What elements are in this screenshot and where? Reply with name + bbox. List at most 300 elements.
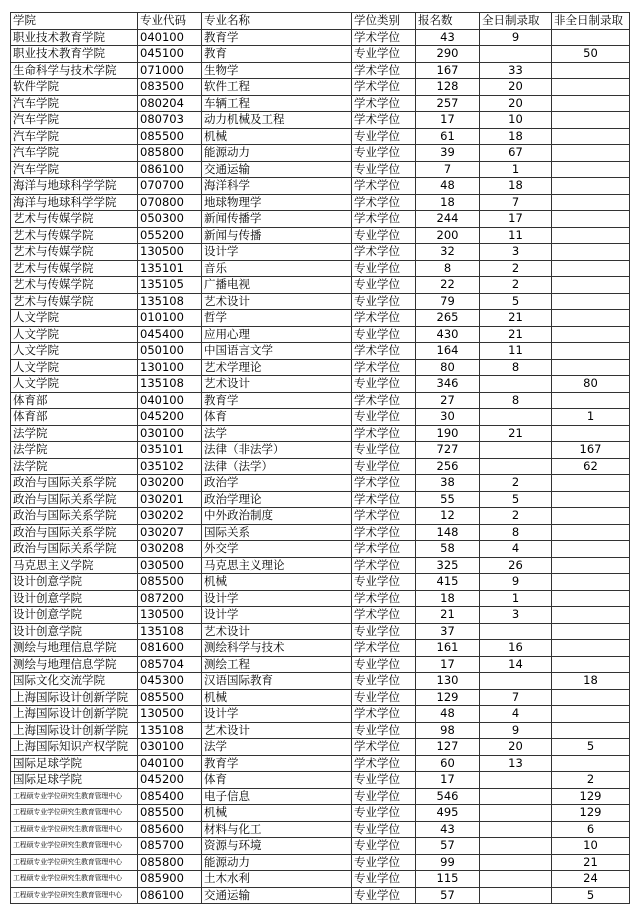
college-cell: 汽车学院 (11, 112, 138, 129)
applicants-cell: 32 (416, 244, 480, 261)
major-code-cell: 035101 (138, 442, 202, 459)
degree-type-cell: 专业学位 (352, 854, 416, 871)
applicants-cell: 17 (416, 112, 480, 129)
table-row (11, 425, 630, 442)
degree-type-cell: 专业学位 (352, 772, 416, 789)
major-code-cell: 045400 (138, 326, 202, 343)
table-row (11, 458, 630, 475)
fulltime-admitted-cell: 2 (480, 260, 552, 277)
applicants-cell: 57 (416, 887, 480, 904)
table-row (11, 607, 630, 624)
fulltime-admitted-cell (480, 458, 552, 475)
degree-type-cell: 专业学位 (352, 442, 416, 459)
fulltime-admitted-cell: 9 (480, 574, 552, 591)
parttime-admitted-cell: 129 (552, 805, 630, 822)
table-row (11, 79, 630, 96)
major-code-cell: 086100 (138, 161, 202, 178)
degree-type-cell: 专业学位 (352, 409, 416, 426)
fulltime-admitted-cell (480, 673, 552, 690)
table-row (11, 854, 630, 871)
degree-type-cell: 专业学位 (352, 293, 416, 310)
college-cell: 测绘与地理信息学院 (11, 640, 138, 657)
college-cell: 设计创意学院 (11, 574, 138, 591)
applicants-cell: 55 (416, 491, 480, 508)
college-cell: 汽车学院 (11, 95, 138, 112)
major-code-cell: 130500 (138, 607, 202, 624)
major-name-cell: 设计学 (202, 590, 352, 607)
table-row (11, 706, 630, 723)
table-row (11, 788, 630, 805)
major-code-cell: 040100 (138, 29, 202, 46)
fulltime-admitted-cell: 8 (480, 359, 552, 376)
applicants-cell: 325 (416, 557, 480, 574)
major-name-cell: 艺术设计 (202, 623, 352, 640)
college-cell: 马克思主义学院 (11, 557, 138, 574)
college-cell: 工程硕专业学位研究生教育管理中心 (11, 887, 138, 904)
major-code-cell: 030200 (138, 475, 202, 492)
major-code-cell: 040100 (138, 755, 202, 772)
header-major-code: 专业代码 (138, 13, 202, 30)
major-name-cell: 能源动力 (202, 145, 352, 162)
college-cell: 人文学院 (11, 326, 138, 343)
parttime-admitted-cell (552, 343, 630, 360)
major-name-cell: 地球物理学 (202, 194, 352, 211)
parttime-admitted-cell (552, 227, 630, 244)
parttime-admitted-cell: 5 (552, 887, 630, 904)
degree-type-cell: 学术学位 (352, 79, 416, 96)
degree-type-cell: 学术学位 (352, 112, 416, 129)
fulltime-admitted-cell: 18 (480, 128, 552, 145)
fulltime-admitted-cell: 18 (480, 178, 552, 195)
major-code-cell: 130500 (138, 244, 202, 261)
major-code-cell: 035102 (138, 458, 202, 475)
major-name-cell: 设计学 (202, 244, 352, 261)
table-row (11, 409, 630, 426)
table-row (11, 29, 630, 46)
header-parttime-admitted: 非全日制录取 (552, 13, 630, 30)
table-row (11, 623, 630, 640)
major-name-cell: 哲学 (202, 310, 352, 327)
applicants-cell: 60 (416, 755, 480, 772)
applicants-cell: 290 (416, 46, 480, 63)
college-cell: 政治与国际关系学院 (11, 491, 138, 508)
table-row (11, 211, 630, 228)
parttime-admitted-cell (552, 590, 630, 607)
table-row (11, 145, 630, 162)
table-row (11, 557, 630, 574)
major-code-cell: 030201 (138, 491, 202, 508)
major-code-cell: 135108 (138, 293, 202, 310)
major-code-cell: 085500 (138, 689, 202, 706)
fulltime-admitted-cell: 16 (480, 640, 552, 657)
college-cell: 生命科学与技术学院 (11, 62, 138, 79)
table-row (11, 821, 630, 838)
college-cell: 艺术与传媒学院 (11, 277, 138, 294)
parttime-admitted-cell (552, 326, 630, 343)
table-row (11, 590, 630, 607)
applicants-cell: 200 (416, 227, 480, 244)
major-name-cell: 材料与化工 (202, 821, 352, 838)
table-row (11, 442, 630, 459)
fulltime-admitted-cell: 20 (480, 95, 552, 112)
fulltime-admitted-cell (480, 805, 552, 822)
applicants-cell: 256 (416, 458, 480, 475)
major-code-cell: 085900 (138, 871, 202, 888)
parttime-admitted-cell (552, 244, 630, 261)
major-code-cell: 086100 (138, 887, 202, 904)
college-cell: 测绘与地理信息学院 (11, 656, 138, 673)
table-body (11, 29, 630, 904)
major-name-cell: 艺术学理论 (202, 359, 352, 376)
major-name-cell: 机械 (202, 128, 352, 145)
applicants-cell: 27 (416, 392, 480, 409)
applicants-cell: 161 (416, 640, 480, 657)
major-name-cell: 交通运输 (202, 887, 352, 904)
major-name-cell: 电子信息 (202, 788, 352, 805)
college-cell: 国际足球学院 (11, 772, 138, 789)
degree-type-cell: 学术学位 (352, 755, 416, 772)
major-name-cell: 交通运输 (202, 161, 352, 178)
applicants-cell: 98 (416, 722, 480, 739)
major-name-cell: 测绘科学与技术 (202, 640, 352, 657)
applicants-cell: 18 (416, 194, 480, 211)
parttime-admitted-cell (552, 293, 630, 310)
major-code-cell: 085500 (138, 574, 202, 591)
parttime-admitted-cell (552, 722, 630, 739)
college-cell: 人文学院 (11, 359, 138, 376)
table-row (11, 178, 630, 195)
degree-type-cell: 学术学位 (352, 244, 416, 261)
major-name-cell: 广播电视 (202, 277, 352, 294)
fulltime-admitted-cell (480, 788, 552, 805)
applicants-cell: 30 (416, 409, 480, 426)
degree-type-cell: 学术学位 (352, 508, 416, 525)
college-cell: 上海国际设计创新学院 (11, 706, 138, 723)
parttime-admitted-cell (552, 607, 630, 624)
major-name-cell: 资源与环境 (202, 838, 352, 855)
table-row (11, 656, 630, 673)
parttime-admitted-cell: 80 (552, 376, 630, 393)
major-code-cell: 081600 (138, 640, 202, 657)
fulltime-admitted-cell: 3 (480, 607, 552, 624)
parttime-admitted-cell (552, 310, 630, 327)
college-cell: 政治与国际关系学院 (11, 508, 138, 525)
degree-type-cell: 学术学位 (352, 557, 416, 574)
degree-type-cell: 专业学位 (352, 805, 416, 822)
parttime-admitted-cell: 1 (552, 409, 630, 426)
college-cell: 上海国际设计创新学院 (11, 722, 138, 739)
degree-type-cell: 学术学位 (352, 62, 416, 79)
college-cell: 政治与国际关系学院 (11, 524, 138, 541)
applicants-cell: 244 (416, 211, 480, 228)
applicants-cell: 190 (416, 425, 480, 442)
parttime-admitted-cell (552, 557, 630, 574)
parttime-admitted-cell (552, 475, 630, 492)
college-cell: 国际文化交流学院 (11, 673, 138, 690)
table-row (11, 62, 630, 79)
applicants-cell: 43 (416, 821, 480, 838)
parttime-admitted-cell (552, 689, 630, 706)
table-row (11, 689, 630, 706)
parttime-admitted-cell: 50 (552, 46, 630, 63)
degree-type-cell: 学术学位 (352, 359, 416, 376)
college-cell: 艺术与传媒学院 (11, 211, 138, 228)
degree-type-cell: 专业学位 (352, 722, 416, 739)
major-name-cell: 艺术设计 (202, 293, 352, 310)
applicants-cell: 8 (416, 260, 480, 277)
major-name-cell: 汉语国际教育 (202, 673, 352, 690)
parttime-admitted-cell: 129 (552, 788, 630, 805)
applicants-cell: 39 (416, 145, 480, 162)
table-row (11, 640, 630, 657)
parttime-admitted-cell: 6 (552, 821, 630, 838)
college-cell: 艺术与传媒学院 (11, 227, 138, 244)
admissions-table (10, 12, 630, 904)
major-name-cell: 艺术设计 (202, 722, 352, 739)
major-name-cell: 机械 (202, 574, 352, 591)
table-row (11, 491, 630, 508)
table-row (11, 475, 630, 492)
fulltime-admitted-cell: 8 (480, 524, 552, 541)
fulltime-admitted-cell (480, 409, 552, 426)
degree-type-cell: 学术学位 (352, 590, 416, 607)
parttime-admitted-cell (552, 508, 630, 525)
major-name-cell: 法律（法学） (202, 458, 352, 475)
major-code-cell: 045100 (138, 46, 202, 63)
major-name-cell: 测绘工程 (202, 656, 352, 673)
college-cell: 法学院 (11, 425, 138, 442)
degree-type-cell: 学术学位 (352, 310, 416, 327)
table-row (11, 46, 630, 63)
major-code-cell: 030208 (138, 541, 202, 558)
fulltime-admitted-cell: 11 (480, 227, 552, 244)
fulltime-admitted-cell: 13 (480, 755, 552, 772)
major-name-cell: 外交学 (202, 541, 352, 558)
college-cell: 政治与国际关系学院 (11, 475, 138, 492)
applicants-cell: 129 (416, 689, 480, 706)
major-code-cell: 085800 (138, 854, 202, 871)
major-name-cell: 体育 (202, 772, 352, 789)
major-name-cell: 中外政治制度 (202, 508, 352, 525)
applicants-cell: 22 (416, 277, 480, 294)
degree-type-cell: 学术学位 (352, 607, 416, 624)
major-code-cell: 130100 (138, 359, 202, 376)
major-name-cell: 能源动力 (202, 854, 352, 871)
college-cell: 人文学院 (11, 343, 138, 360)
applicants-cell: 17 (416, 656, 480, 673)
applicants-cell: 38 (416, 475, 480, 492)
college-cell: 工程硕专业学位研究生教育管理中心 (11, 838, 138, 855)
fulltime-admitted-cell: 4 (480, 541, 552, 558)
major-code-cell: 010100 (138, 310, 202, 327)
fulltime-admitted-cell: 11 (480, 343, 552, 360)
table-row (11, 310, 630, 327)
applicants-cell: 727 (416, 442, 480, 459)
fulltime-admitted-cell: 3 (480, 244, 552, 261)
parttime-admitted-cell: 167 (552, 442, 630, 459)
major-name-cell: 生物学 (202, 62, 352, 79)
parttime-admitted-cell (552, 29, 630, 46)
table-row (11, 673, 630, 690)
header-major-name: 专业名称 (202, 13, 352, 30)
parttime-admitted-cell (552, 706, 630, 723)
major-name-cell: 马克思主义理论 (202, 557, 352, 574)
college-cell: 艺术与传媒学院 (11, 293, 138, 310)
applicants-cell: 12 (416, 508, 480, 525)
major-name-cell: 政治学 (202, 475, 352, 492)
table-row (11, 805, 630, 822)
table-row (11, 161, 630, 178)
applicants-cell: 48 (416, 706, 480, 723)
major-name-cell: 机械 (202, 805, 352, 822)
parttime-admitted-cell (552, 640, 630, 657)
applicants-cell: 164 (416, 343, 480, 360)
major-code-cell: 030100 (138, 739, 202, 756)
table-row (11, 755, 630, 772)
table-row (11, 739, 630, 756)
degree-type-cell: 专业学位 (352, 838, 416, 855)
fulltime-admitted-cell: 10 (480, 112, 552, 129)
major-code-cell: 071000 (138, 62, 202, 79)
college-cell: 政治与国际关系学院 (11, 541, 138, 558)
applicants-cell: 21 (416, 607, 480, 624)
fulltime-admitted-cell: 1 (480, 590, 552, 607)
applicants-cell: 415 (416, 574, 480, 591)
parttime-admitted-cell (552, 392, 630, 409)
applicants-cell: 61 (416, 128, 480, 145)
college-cell: 职业技术教育学院 (11, 46, 138, 63)
college-cell: 职业技术教育学院 (11, 29, 138, 46)
college-cell: 海洋与地球科学学院 (11, 178, 138, 195)
degree-type-cell: 学术学位 (352, 524, 416, 541)
degree-type-cell: 学术学位 (352, 739, 416, 756)
applicants-cell: 37 (416, 623, 480, 640)
major-code-cell: 085800 (138, 145, 202, 162)
table-row (11, 359, 630, 376)
table-row (11, 128, 630, 145)
college-cell: 工程硕专业学位研究生教育管理中心 (11, 871, 138, 888)
major-name-cell: 软件工程 (202, 79, 352, 96)
applicants-cell: 127 (416, 739, 480, 756)
college-cell: 海洋与地球科学学院 (11, 194, 138, 211)
degree-type-cell: 学术学位 (352, 706, 416, 723)
table-row (11, 293, 630, 310)
fulltime-admitted-cell: 14 (480, 656, 552, 673)
major-code-cell: 030207 (138, 524, 202, 541)
parttime-admitted-cell: 5 (552, 739, 630, 756)
major-code-cell: 085600 (138, 821, 202, 838)
fulltime-admitted-cell: 2 (480, 508, 552, 525)
major-name-cell: 艺术设计 (202, 376, 352, 393)
fulltime-admitted-cell: 1 (480, 161, 552, 178)
college-cell: 艺术与传媒学院 (11, 244, 138, 261)
parttime-admitted-cell (552, 623, 630, 640)
major-code-cell: 045200 (138, 772, 202, 789)
major-code-cell: 130500 (138, 706, 202, 723)
fulltime-admitted-cell (480, 821, 552, 838)
major-code-cell: 030100 (138, 425, 202, 442)
parttime-admitted-cell: 62 (552, 458, 630, 475)
fulltime-admitted-cell (480, 623, 552, 640)
applicants-cell: 79 (416, 293, 480, 310)
table-row (11, 887, 630, 904)
fulltime-admitted-cell (480, 871, 552, 888)
major-code-cell: 030500 (138, 557, 202, 574)
applicants-cell: 80 (416, 359, 480, 376)
college-cell: 法学院 (11, 442, 138, 459)
fulltime-admitted-cell: 7 (480, 689, 552, 706)
table-row (11, 260, 630, 277)
header-degree-type: 学位类别 (352, 13, 416, 30)
fulltime-admitted-cell (480, 46, 552, 63)
major-name-cell: 体育 (202, 409, 352, 426)
major-code-cell: 135108 (138, 623, 202, 640)
applicants-cell: 58 (416, 541, 480, 558)
major-name-cell: 海洋科学 (202, 178, 352, 195)
degree-type-cell: 专业学位 (352, 623, 416, 640)
degree-type-cell: 专业学位 (352, 673, 416, 690)
major-name-cell: 音乐 (202, 260, 352, 277)
applicants-cell: 7 (416, 161, 480, 178)
parttime-admitted-cell (552, 112, 630, 129)
parttime-admitted-cell (552, 161, 630, 178)
fulltime-admitted-cell: 26 (480, 557, 552, 574)
degree-type-cell: 学术学位 (352, 392, 416, 409)
degree-type-cell: 专业学位 (352, 46, 416, 63)
degree-type-cell: 专业学位 (352, 277, 416, 294)
degree-type-cell: 专业学位 (352, 145, 416, 162)
major-name-cell: 机械 (202, 689, 352, 706)
parttime-admitted-cell (552, 277, 630, 294)
table-row (11, 772, 630, 789)
applicants-cell: 257 (416, 95, 480, 112)
college-cell: 人文学院 (11, 310, 138, 327)
applicants-cell: 128 (416, 79, 480, 96)
fulltime-admitted-cell (480, 854, 552, 871)
degree-type-cell: 专业学位 (352, 871, 416, 888)
table-row (11, 112, 630, 129)
college-cell: 工程硕专业学位研究生教育管理中心 (11, 805, 138, 822)
major-name-cell: 中国语言文学 (202, 343, 352, 360)
table-row (11, 871, 630, 888)
applicants-cell: 18 (416, 590, 480, 607)
parttime-admitted-cell: 10 (552, 838, 630, 855)
major-name-cell: 教育 (202, 46, 352, 63)
table-row (11, 838, 630, 855)
degree-type-cell: 学术学位 (352, 640, 416, 657)
fulltime-admitted-cell (480, 442, 552, 459)
table-row (11, 376, 630, 393)
degree-type-cell: 专业学位 (352, 227, 416, 244)
major-name-cell: 土木水利 (202, 871, 352, 888)
table-row (11, 326, 630, 343)
fulltime-admitted-cell: 21 (480, 425, 552, 442)
fulltime-admitted-cell: 33 (480, 62, 552, 79)
college-cell: 汽车学院 (11, 128, 138, 145)
fulltime-admitted-cell: 5 (480, 491, 552, 508)
parttime-admitted-cell (552, 656, 630, 673)
degree-type-cell: 专业学位 (352, 689, 416, 706)
college-cell: 国际足球学院 (11, 755, 138, 772)
major-code-cell: 080703 (138, 112, 202, 129)
parttime-admitted-cell: 2 (552, 772, 630, 789)
degree-type-cell: 专业学位 (352, 821, 416, 838)
header-row (11, 13, 630, 30)
parttime-admitted-cell (552, 211, 630, 228)
major-code-cell: 085400 (138, 788, 202, 805)
fulltime-admitted-cell: 21 (480, 310, 552, 327)
fulltime-admitted-cell (480, 887, 552, 904)
